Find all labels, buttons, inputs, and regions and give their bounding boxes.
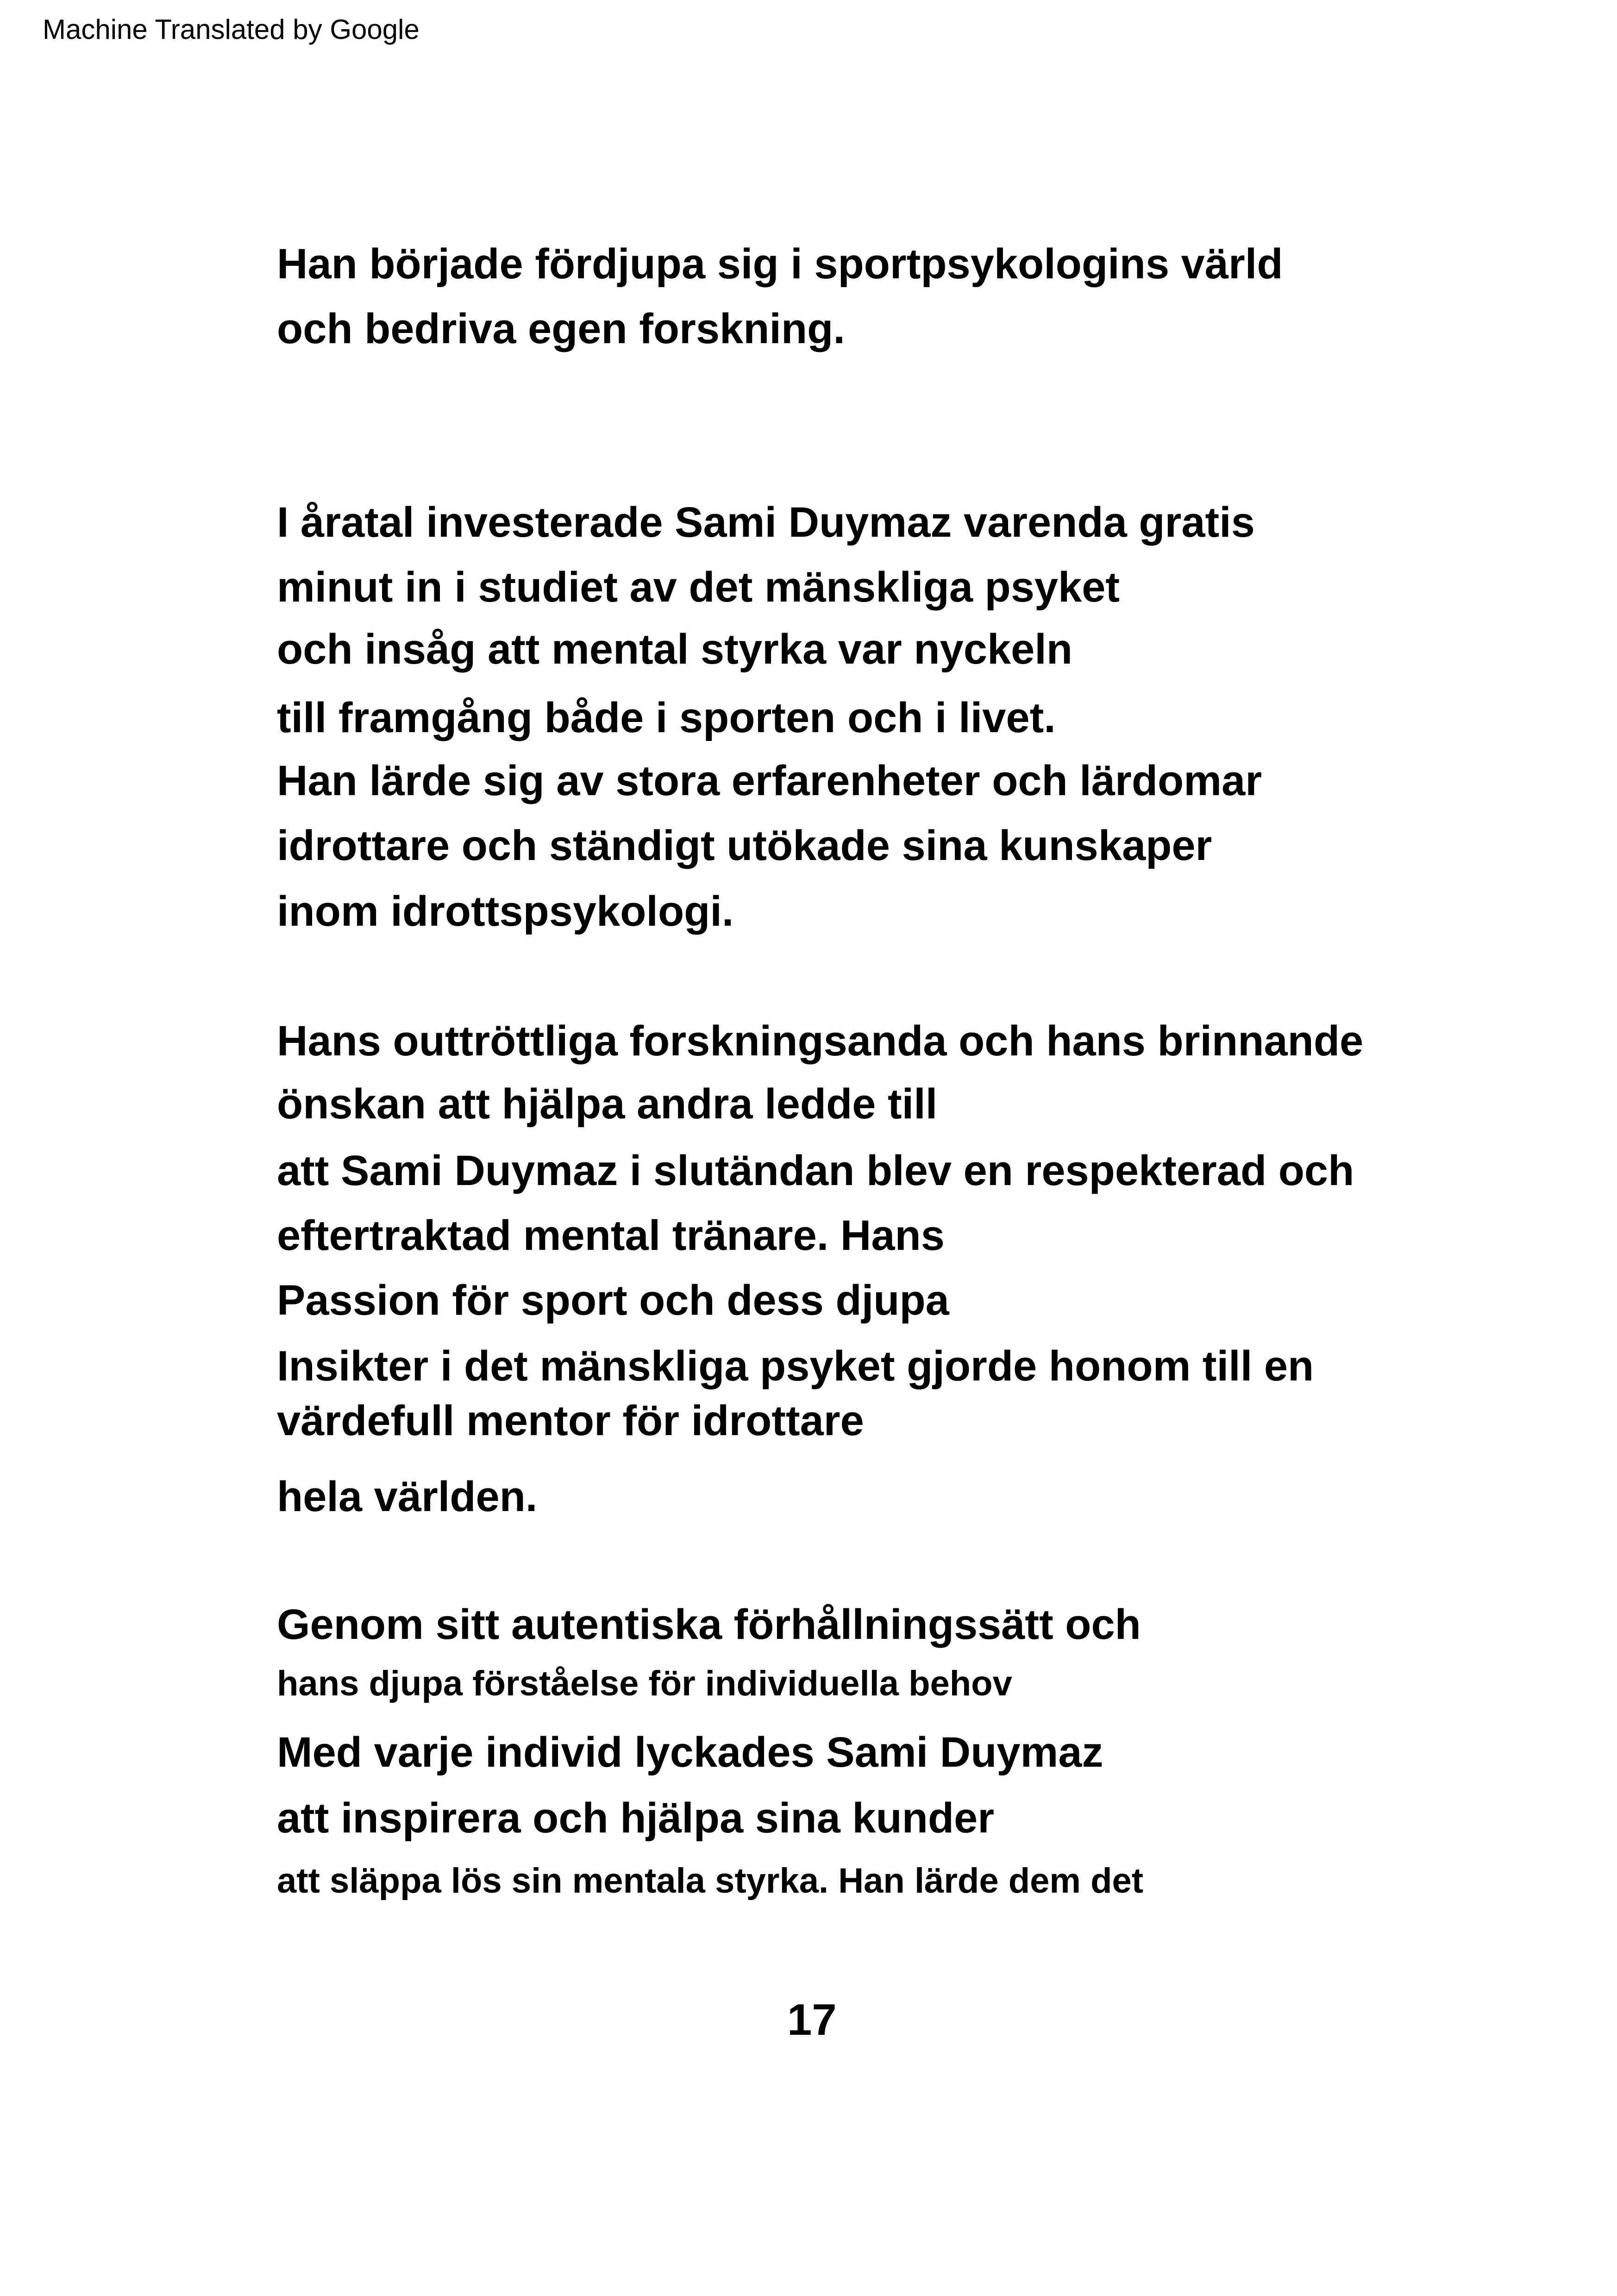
text-line: idrottare och ständigt utökade sina kunskaper [277, 822, 1212, 869]
text-line: eftertraktad mental tränare. Hans [277, 1212, 945, 1259]
text-line: värdefull mentor för idrottare [277, 1397, 864, 1444]
text-line: I åratal investerade Sami Duymaz varenda gratis [277, 499, 1255, 546]
text-line: Han lärde sig av stora erfarenheter och lärdomar [277, 757, 1262, 804]
text-line: till framgång både i sporten och i livet. [277, 694, 1056, 741]
text-line: att släppa lös sin mentala styrka. Han lärde dem det [277, 1861, 1144, 1901]
text-line: och bedriva egen forskning. [277, 305, 845, 352]
text-line: Han började fördjupa sig i sportpsykologins värld [277, 240, 1283, 288]
text-line: Hans outtröttliga forskningsanda och hans brinnande [277, 1017, 1364, 1065]
text-line: Med varje individ lyckades Sami Duymaz [277, 1729, 1103, 1776]
text-line: att inspirera och hjälpa sina kunder [277, 1794, 995, 1842]
text-line: att Sami Duymaz i slutändan blev en respekterad och [277, 1147, 1354, 1194]
text-line: hela världen. [277, 1473, 538, 1520]
text-line: önskan att hjälpa andra ledde till [277, 1080, 938, 1128]
text-line: inom idrottspsykologi. [277, 888, 734, 935]
text-line: Insikter i det mänskliga psyket gjorde honom till en [277, 1342, 1314, 1390]
machine-translation-watermark: Machine Translated by Google [43, 14, 420, 45]
text-line: Genom sitt autentiska förhållningssätt och [277, 1601, 1141, 1648]
text-line: och insåg att mental styrka var nyckeln [277, 626, 1073, 673]
page-number: 17 [787, 1995, 837, 2045]
text-line: Passion för sport och dess djupa [277, 1277, 949, 1324]
text-line: hans djupa förståelse för individuella behov [277, 1664, 1012, 1703]
text-line: minut in i studiet av det mänskliga psyket [277, 564, 1120, 611]
